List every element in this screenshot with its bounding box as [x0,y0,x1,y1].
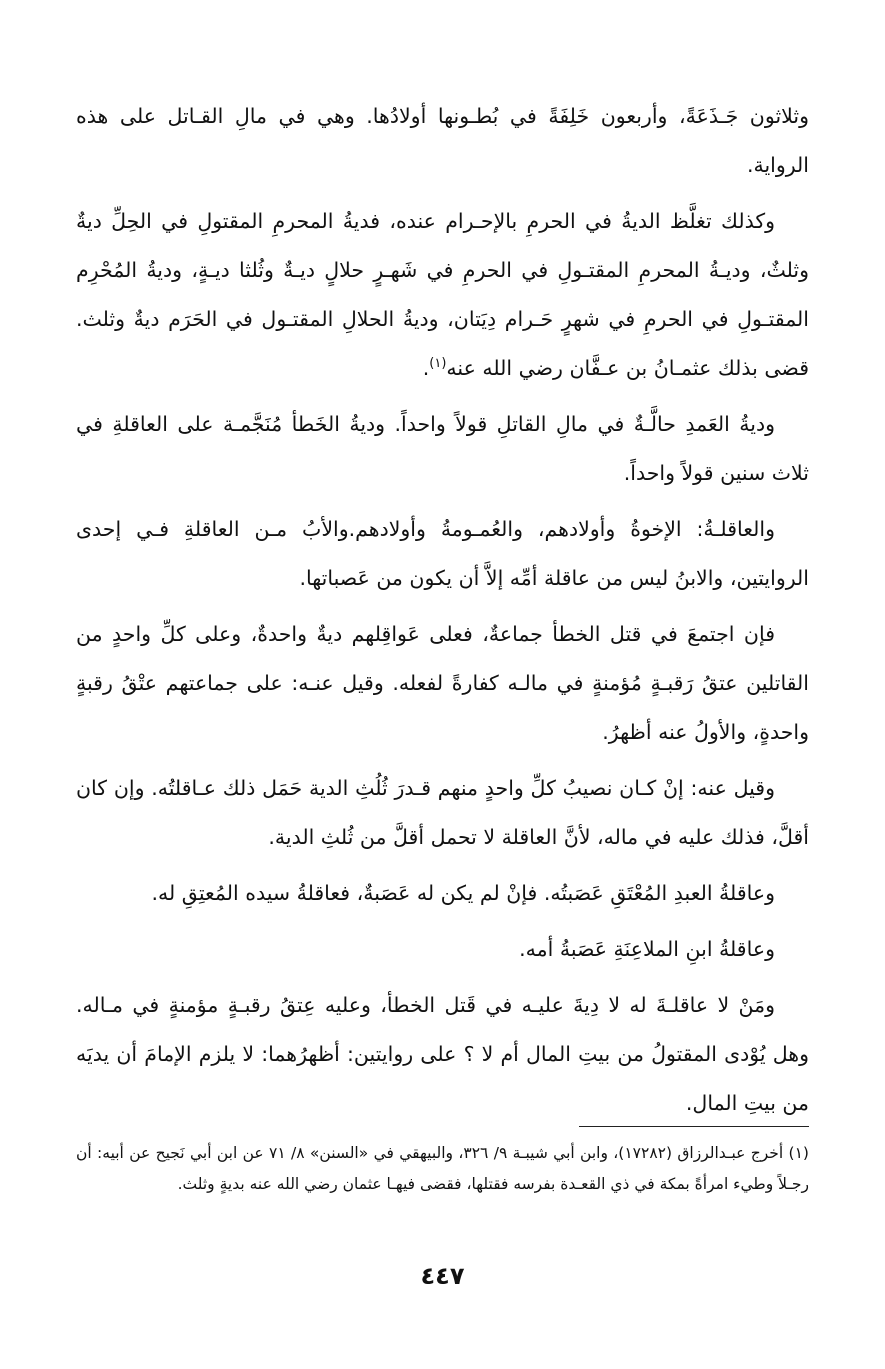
main-text [76,92,809,1128]
paragraph-7 [76,869,809,918]
paragraph-3 [76,400,809,498]
footnote-reference-1[interactable]: (١) [429,356,447,372]
paragraph-5 [76,610,809,757]
paragraph-8 [76,925,809,974]
paragraph-8-text: وعاقلةُ ابنِ الملاعِنَةِ عَصَبةُ أمه. [519,937,775,961]
paragraph-5-text: فإن اجتمعَ في قتل الخطأ جماعةٌ، فعلى عَواقِلهم ديةٌ واحدةٌ، وعلى كلِّ واحدٍ من القاتلين عتقُ رَقبـةٍ مُؤمنةٍ في مالـه كفارةً لفعله. وقيل عنـه: على جماعتهم عتْقُ رقبةٍ واحدةٍ، والأولُ عنه أظهرُ. [76,622,809,744]
footnote-1 [76,1138,809,1200]
footnote-divider [579,1126,809,1127]
paragraph-1 [76,92,809,190]
footnote-1-text: (١) أخرج عبـدالرزاق (١٧٢٨٢)، وابن أبي شيبـة ٩/ ٣٢٦، والبيهقي في «السنن» ٨/ ٧١ عن ابن أبي نَجيح عن أبيه: أن رجـلاً وطيء امرأةً بمكة في ذي القعـدة بفرسه فقتلها، فقضى فيهـا عثمان رضي الله عنه بديةٍ وثلث. [76,1144,809,1193]
paragraph-1-text: وثلاثون جَـذَعَةً، وأربعون خَلِفَةً في بُطـونها أولادُها. وهي في مالِ القـاتل على هذه الرواية. [76,104,809,177]
paragraph-2-end: . [422,356,430,380]
paragraph-6 [76,764,809,862]
paragraph-4-text: والعاقلـةُ: الإخوةُ وأولادهم، والعُمـومةُ وأولادهم.والأبُ مـن العاقلةِ فـي إحدى الروايتين، والابنُ ليس من عاقلة أمِّه إلاَّ أن يكون من عَصباتها. [76,517,809,590]
paragraph-4 [76,505,809,603]
paragraph-7-text: وعاقلةُ العبدِ المُعْتَقِ عَصَبتُه. فإنْ لم يكن له عَصَبةٌ، فعاقلةُ سيده المُعتِقِ له. [151,881,775,905]
paragraph-2 [76,197,809,393]
paragraph-9 [76,981,809,1128]
paragraph-3-text: وديةُ العَمدِ حالَّـةٌ في مالِ القاتلِ قولاً واحداً. وديةُ الخَطأ مُنَجَّمـة على العاقلةِ في ثلاث سنين قولاً واحداً. [76,412,809,485]
paragraph-6-text: وقيل عنه: إنْ كـان نصيبُ كلِّ واحدٍ منهم قـدرَ ثُلُثِ الدية حَمَل ذلك عـاقلتُه. وإن كان أقلَّ، فذلك عليه في ماله، لأنَّ العاقلة لا تحمل أقلَّ من ثُلثِ الدية. [76,776,809,849]
paragraph-2-text: وكذلك تغلَّظ الديةُ في الحرمِ بالإحـرام عنده، فديةُ المحرمِ المقتولِ في الحِلِّ ديةٌ وثلثٌ، وديـةُ المحرمِ المقتـولِ في الحرمِ في شَهـرٍ حلالٍ ديـةٌ وثُلثا ديـةٍ، وديةُ المُحْرِم المقتـولِ في الحرمِ في شهرٍ حَـرام دِيَتان، وديةُ الحلالِ المقتـول في الحَرَم ديةٌ وثلث. قضى بذلك عثمـانُ بن عـفَّان رضي الله عنه [76,209,809,380]
paragraph-9-text: ومَنْ لا عاقلـةَ له لا دِيةَ عليـه في قَتل الخطأ، وعليه عِتقُ رقبـةٍ مؤمنةٍ في مـاله. وهل يُوْدى المقتولُ من بيتِ المال أم لا ؟ على روايتين: أظهرُهما: لا يلزم الإمامَ أن يديَه من بيتِ المال. [76,993,809,1115]
page-number: ٤٤٧ [420,1262,465,1290]
